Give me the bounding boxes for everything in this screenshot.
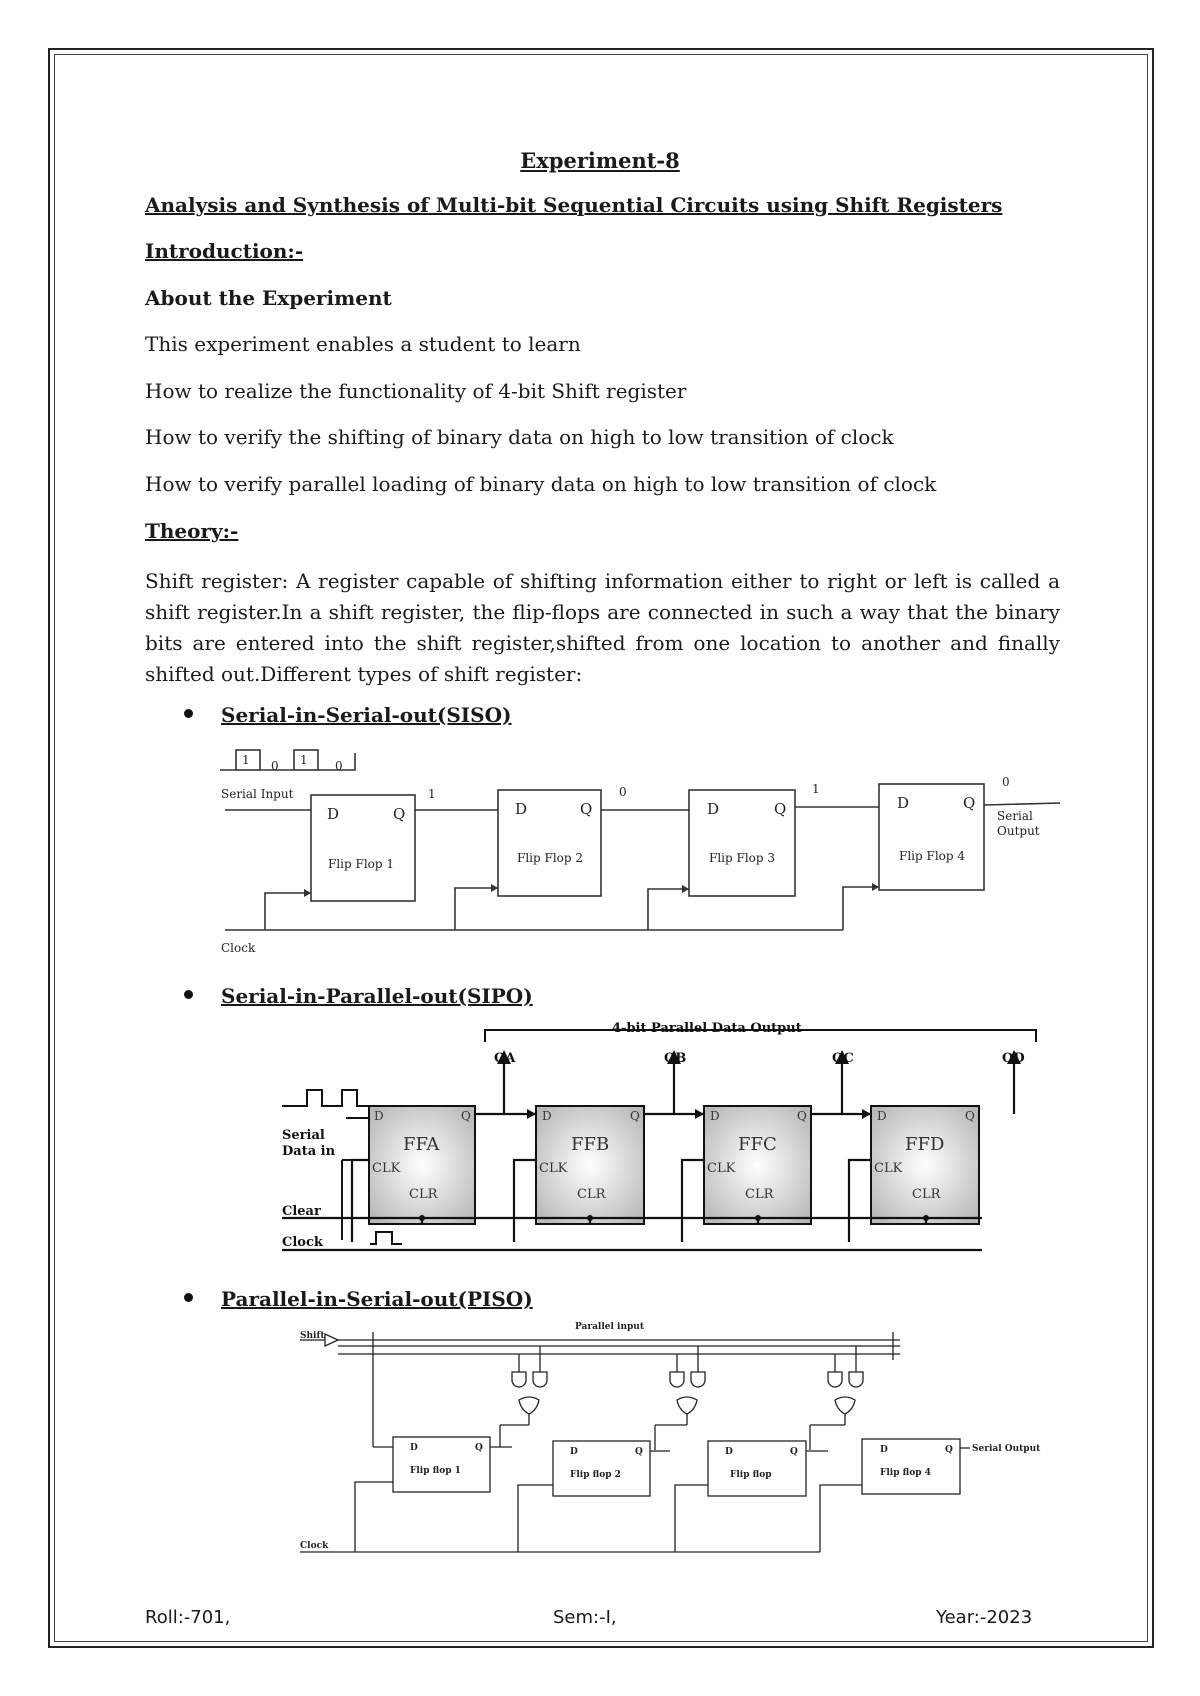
theory-paragraph: Shift register: A register capable of shifting information either to right or left is called a shift register.In a shift register, the flip-flops are connected in such a way that the binary bits are entered into the shift register,shifted from one location to another and finally shifted out.Different types of shift register: — [145, 569, 1060, 686]
sipo-ffc-clr: CLR — [745, 1187, 774, 1202]
siso-serial-output-label-2: Output — [997, 824, 1040, 838]
piso-ff2-label: Flip flop 2 — [570, 1470, 621, 1480]
piso-clock-label: Clock — [300, 1541, 329, 1551]
piso-ff4-q: Q — [945, 1445, 953, 1455]
sipo-ffa-d: D — [374, 1109, 384, 1123]
siso-ff4-label: Flip Flop 4 — [899, 849, 966, 863]
siso-input-bit-4: 0 — [335, 759, 343, 773]
page-title: Experiment-8 — [520, 148, 680, 173]
siso-input-bit-1: 1 — [242, 753, 250, 767]
piso-ff1-label: Flip flop 1 — [410, 1466, 461, 1476]
piso-diagram — [300, 1320, 1060, 1560]
siso-ff3-q: Q — [774, 800, 787, 818]
siso-input-bit-2: 0 — [271, 759, 279, 773]
sipo-ffb-d: D — [542, 1109, 552, 1123]
footer-sem: Sem:-I, — [553, 1607, 617, 1628]
bullet-siso-label: Serial-in-Serial-out(SISO) — [221, 703, 512, 727]
sipo-serial-label-2: Data in — [282, 1144, 336, 1159]
sipo-clock-label: Clock — [282, 1235, 323, 1250]
piso-parallel-input-label: Parallel input — [575, 1322, 645, 1332]
piso-shift-label: Shift — [300, 1331, 325, 1341]
siso-input-bit-3: 1 — [300, 753, 308, 767]
siso-serial-input-label: Serial Input — [221, 787, 294, 801]
piso-ff2-q: Q — [635, 1447, 643, 1457]
sipo-ffa-label: FFA — [403, 1134, 440, 1155]
sipo-ffd-label: FFD — [905, 1134, 945, 1155]
about-line-3: How to verify the shifting of binary data on high to low transition of clock — [145, 425, 894, 449]
sipo-ffd-clk: CLK — [874, 1161, 903, 1176]
sipo-ffd-clr: CLR — [912, 1187, 941, 1202]
sipo-ffa-clk: CLK — [372, 1161, 401, 1176]
sipo-ffb-clk: CLK — [539, 1161, 568, 1176]
piso-ff3-label: Flip flop — [730, 1470, 772, 1480]
siso-output-1: 1 — [428, 787, 436, 801]
siso-ff4-q: Q — [963, 794, 976, 812]
sipo-serial-label-1: Serial — [282, 1128, 325, 1143]
sipo-ffd-d: D — [877, 1109, 887, 1123]
piso-ff1-d: D — [410, 1443, 418, 1453]
piso-ff4-label: Flip flop 4 — [880, 1468, 931, 1478]
bullet-dot-icon — [184, 1293, 193, 1302]
piso-ff1-q: Q — [475, 1443, 483, 1453]
sipo-ffb-clr: CLR — [577, 1187, 606, 1202]
sipo-output-qb: QB — [664, 1051, 687, 1066]
about-line-2: How to realize the functionality of 4-bit Shift register — [145, 379, 687, 403]
sipo-clear-label: Clear — [282, 1204, 321, 1219]
sipo-diagram — [282, 1022, 1040, 1258]
bullet-piso-label: Parallel-in-Serial-out(PISO) — [221, 1287, 533, 1311]
sipo-ffa-clr: CLR — [409, 1187, 438, 1202]
sipo-ffc-d: D — [710, 1109, 720, 1123]
piso-ff3-q: Q — [790, 1447, 798, 1457]
introduction-heading: Introduction:- — [145, 239, 304, 263]
siso-output-3: 1 — [812, 782, 820, 796]
page-subtitle: Analysis and Synthesis of Multi-bit Sequential Circuits using Shift Registers — [145, 193, 1003, 217]
siso-output-4: 0 — [1002, 775, 1010, 789]
siso-ff2-d: D — [515, 800, 528, 818]
bullet-sipo-label: Serial-in-Parallel-out(SIPO) — [221, 984, 533, 1008]
sipo-output-qd: QD — [1002, 1051, 1025, 1066]
siso-clock-label: Clock — [221, 941, 256, 955]
siso-ff4-d: D — [897, 794, 910, 812]
siso-ff3-d: D — [707, 800, 720, 818]
sipo-ffc-label: FFC — [738, 1134, 777, 1155]
sipo-output-qc: QC — [832, 1051, 854, 1066]
sipo-ffc-clk: CLK — [707, 1161, 736, 1176]
footer-roll: Roll:-701, — [145, 1607, 231, 1628]
piso-ff2-d: D — [570, 1447, 578, 1457]
sipo-ffd-q: Q — [965, 1109, 975, 1123]
bullet-siso — [184, 703, 511, 727]
siso-output-2: 0 — [619, 785, 627, 799]
siso-diagram — [215, 745, 1060, 960]
siso-ff2-label: Flip Flop 2 — [517, 851, 584, 865]
sipo-output-qa: QA — [494, 1051, 516, 1066]
bullet-dot-icon — [184, 990, 193, 999]
sipo-ffa-q: Q — [461, 1109, 471, 1123]
siso-ff1-label: Flip Flop 1 — [328, 857, 395, 871]
siso-ff2-q: Q — [580, 800, 593, 818]
bullet-dot-icon — [184, 709, 193, 718]
piso-ff4-d: D — [880, 1445, 888, 1455]
siso-ff1-q: Q — [393, 805, 406, 823]
bullet-piso — [184, 1287, 533, 1311]
sipo-ffc-q: Q — [797, 1109, 807, 1123]
piso-serial-output-label: Serial Output — [972, 1444, 1041, 1454]
about-line-1: This experiment enables a student to learn — [145, 332, 581, 356]
theory-heading: Theory:- — [145, 519, 239, 543]
sipo-ffb-label: FFB — [571, 1134, 610, 1155]
siso-ff1-d: D — [327, 805, 340, 823]
bullet-sipo — [184, 984, 533, 1008]
about-line-4: How to verify parallel loading of binary data on high to low transition of clock — [145, 472, 937, 496]
sipo-ffb-q: Q — [630, 1109, 640, 1123]
siso-serial-output-label-1: Serial — [997, 809, 1033, 823]
footer-year: Year:-2023 — [936, 1607, 1033, 1628]
siso-ff3-label: Flip Flop 3 — [709, 851, 776, 865]
about-heading: About the Experiment — [145, 286, 392, 310]
sipo-header-label: 4-bit Parallel Data Output — [612, 1022, 802, 1036]
piso-ff3-d: D — [725, 1447, 733, 1457]
